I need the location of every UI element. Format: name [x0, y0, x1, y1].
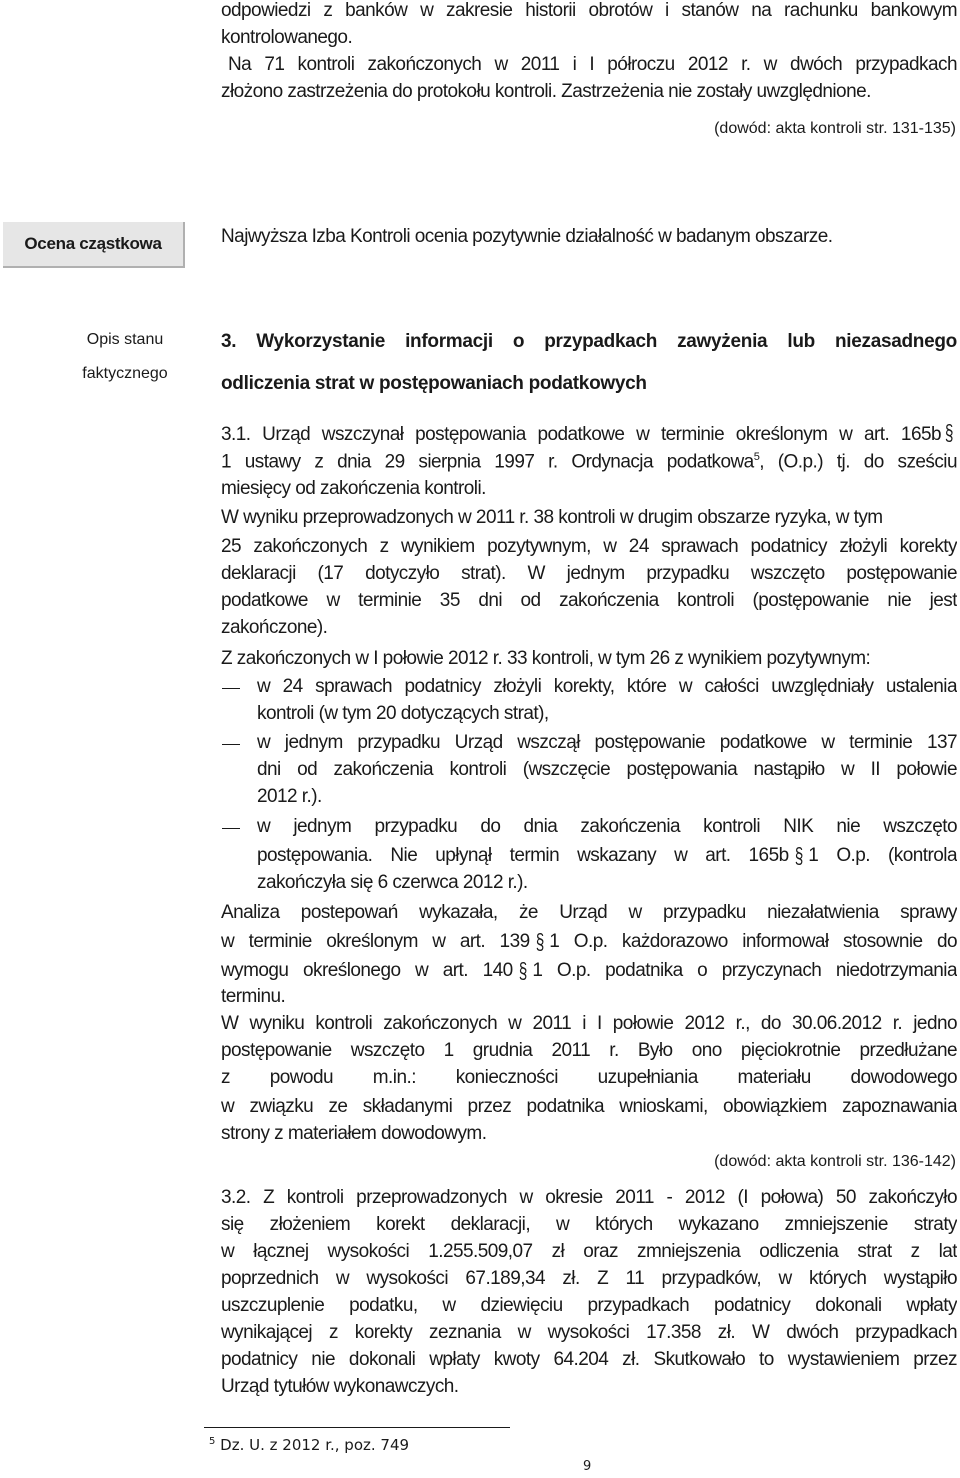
- p31-line-7: podatkowe w terminie 35 dni od zakończenia kontroli (postępowanie nie jest: [221, 590, 957, 611]
- bullet-1-line-1: w 24 sprawach podatnicy złożyli korekty, które w całości uwzględniały ustalenia: [257, 676, 957, 697]
- evidence-note-2: (dowód: akta kontroli str. 136-142): [714, 1153, 956, 1170]
- p31-line-8: zakończone).: [221, 617, 328, 638]
- p32-line-1: 3.2. Z kontroli przeprowadzonych w okresie 2011 - 2012 (I połowa) 50 zakończyło: [221, 1187, 957, 1208]
- p31-line-3: miesięcy od zakończenia kontroli.: [221, 478, 486, 499]
- bullet-2-line-1: w jednym przypadku Urząd wszczął postępowanie podatkowe w terminie 137: [257, 732, 957, 753]
- analysis-line-6: postępowanie wszczęto 1 grudnia 2011 r. Było ono pięciokrotnie przedłużane: [221, 1040, 957, 1061]
- p32-line-4: poprzednich w wysokości 67.189,34 zł. Z 11 przypadków, w których wystąpiło: [221, 1268, 957, 1289]
- bullet-dash-1: [222, 688, 240, 689]
- intro-line-4: złożono zastrzeżenia do protokołu kontroli. Zastrzeżenia nie zostały uwzględnione.: [221, 81, 871, 102]
- p31-line-2: 1 ustawy z dnia 29 sierpnia 1997 r. Ordynacja podatkowa$^5$, (O.p.) tj. do sześciu: [221, 451, 957, 473]
- p32-line-6: wynikającej z korekty zeznania w wysokości 17.358 zł. W dwóch przypadkach: [221, 1322, 957, 1343]
- p31-line-6: deklaracji (17 dotyczyło strat). W jednym przypadku wszczęto postępowanie: [221, 563, 957, 584]
- p31-line-1: 3.1. Urząd wszczynał postępowania podatkowe w terminie określonym w art. 165b: [221, 424, 941, 445]
- assessment-label: Ocena cząstkowa: [3, 222, 185, 268]
- intro-line-1: odpowiedzi z banków w zakresie historii obrotów i stanów na rachunku bankowym: [221, 0, 957, 21]
- analysis-line-7: z powodu m.in.: konieczności uzupełniania materiału dowodowego: [221, 1067, 957, 1088]
- analysis-line-5: W wyniku kontroli zakończonych w 2011 i I połowie 2012 r., do 30.06.2012 r. jedno: [221, 1013, 957, 1034]
- bullet-2-line-3: 2012 r.).: [257, 786, 322, 807]
- analysis-line-1: Analiza postepowań wykazała, że Urząd w przypadku niezałatwienia sprawy: [221, 902, 957, 923]
- facts-label-line-2: faktycznego: [82, 365, 168, 382]
- bullet-2-line-2: dni od zakończenia kontroli (wszczęcie postępowania nastąpiło w II połowie: [257, 759, 957, 780]
- footnote-rule: [204, 1427, 510, 1428]
- bullet-dash-2: [222, 744, 240, 745]
- p31-line-4: W wyniku przeprowadzonych w 2011 r. 38 kontroli w drugim obszarze ryzyka, w tym: [221, 507, 883, 528]
- p32-line-2: się złożeniem korekt deklaracji, w których wykazano zmniejszenie straty: [221, 1214, 957, 1235]
- footnote: $^5$ Dz. U. z 2012 r., poz. 749: [209, 1436, 410, 1454]
- p31-line-5: 25 zakończonych z wynikiem pozytywnym, w 24 sprawach podatnicy złożyli korekty: [221, 536, 957, 557]
- bullet-dash-3: [222, 828, 240, 829]
- section-sign: §: [944, 420, 954, 445]
- bullet-1-line-2: kontroli (w tym 20 dotyczących strat),: [257, 703, 549, 724]
- analysis-line-4: terminu.: [221, 986, 286, 1007]
- p31-line-9: Z zakończonych w I połowie 2012 r. 33 kontroli, w tym 26 z wynikiem pozytywnym:: [221, 648, 871, 669]
- p32-line-3: w łącznej wysokości 1.255.509,07 zł oraz zmniejszenia odliczenia strat z lat: [221, 1241, 957, 1262]
- assessment-text: Najwyższa Izba Kontroli ocenia pozytywnie działalność w badanym obszarze.: [221, 226, 833, 247]
- intro-line-2: kontrolowanego.: [221, 27, 353, 48]
- analysis-line-9: strony z materiałem dowodowym.: [221, 1123, 487, 1144]
- p32-line-5: uszczuplenie podatku, w dziewięciu przypadkach podatnicy dokonali wpłaty: [221, 1295, 957, 1316]
- evidence-note: (dowód: akta kontroli str. 131-135): [714, 120, 956, 137]
- analysis-line-3: wymogu określonego w art. 140 § 1 O.p. podatnika o przyczynach niedotrzymania: [221, 958, 957, 983]
- intro-line-3: Na 71 kontroli zakończonych w 2011 i I półroczu 2012 r. w dwóch przypadkach: [228, 54, 957, 75]
- page-number: 9: [583, 1459, 592, 1474]
- bullet-3-line-2: postępowania. Nie upłynął termin wskazany w art. 165b § 1 O.p. (kontrola: [257, 843, 957, 868]
- analysis-line-2: w terminie określonym w art. 139 § 1 O.p. każdorazowo informował stosownie do: [221, 929, 957, 954]
- section-heading-line-1: 3. Wykorzystanie informacji o przypadkach zawyżenia lub niezasadnego: [221, 331, 957, 352]
- section-heading-line-2: odliczenia strat w postępowaniach podatkowych: [221, 373, 647, 394]
- p32-line-7: podatnicy nie dokonali wpłaty kwoty 64.204 zł. Skutkowało to wystawieniem przez: [221, 1349, 957, 1370]
- analysis-line-8: w związku ze składanymi przez podatnika wnioskami, obowiązkiem zapoznawania: [221, 1096, 957, 1117]
- bullet-3-line-1: w jednym przypadku do dnia zakończenia kontroli NIK nie wszczęto: [257, 816, 957, 837]
- p32-line-8: Urząd tytułów wykonawczych.: [221, 1376, 459, 1397]
- bullet-3-line-3: zakończyła się 6 czerwca 2012 r.).: [257, 872, 528, 893]
- facts-label-line-1: Opis stanu: [86, 331, 164, 348]
